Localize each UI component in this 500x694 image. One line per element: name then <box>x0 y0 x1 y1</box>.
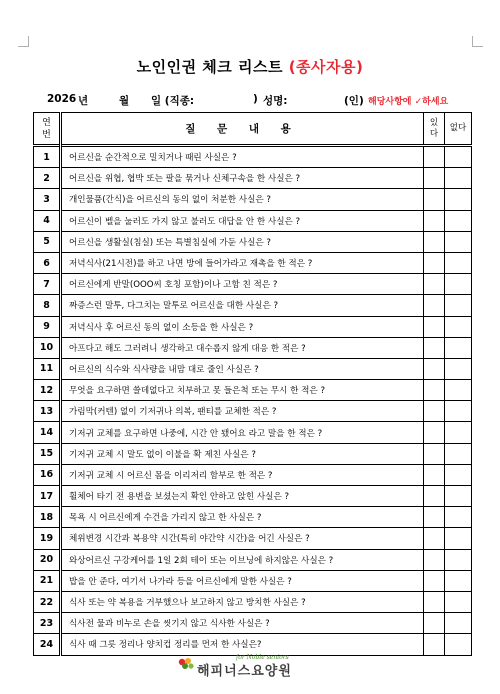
row-number: 23 <box>34 613 61 634</box>
table-row <box>34 507 472 528</box>
row-number: 1 <box>34 146 61 168</box>
row-number: 3 <box>34 189 61 210</box>
row-question: 식사 또는 약 복용을 거부했으나 보고하지 않고 방치한 사실은 ? <box>61 591 424 612</box>
instruction-note: 해당사항에 ✓하세요 <box>368 97 449 107</box>
no-check-cell[interactable] <box>445 295 472 316</box>
row-number: 20 <box>34 549 61 570</box>
yes-check-cell[interactable] <box>424 486 445 507</box>
row-question: 짜증스런 말투, 다그치는 말투로 어르신을 대한 사실은 ? <box>61 295 424 316</box>
row-question: 목욕 시 어르신에게 수건을 가리지 않고 한 사실은 ? <box>61 507 424 528</box>
page-title <box>0 56 500 77</box>
table-row <box>34 189 472 210</box>
no-check-cell[interactable] <box>445 401 472 422</box>
table-row <box>34 570 472 591</box>
row-question: 저녁식사 후 어르신 동의 없이 소등을 한 사실은 ? <box>61 316 424 337</box>
no-check-cell[interactable] <box>445 486 472 507</box>
yes-check-cell[interactable] <box>424 528 445 549</box>
yes-check-cell[interactable] <box>424 210 445 231</box>
yes-check-cell[interactable] <box>424 443 445 464</box>
table-row <box>34 549 472 570</box>
table-row <box>34 613 472 634</box>
yes-check-cell[interactable] <box>424 316 445 337</box>
row-question: 어르신을 순간적으로 밀치거나 때린 사실은 ? <box>61 146 424 168</box>
table-row <box>34 210 472 231</box>
title-highlight: (종사자용) <box>288 58 364 76</box>
yes-check-cell[interactable] <box>424 168 445 189</box>
no-check-cell[interactable] <box>445 168 472 189</box>
row-question: 식사전 물과 비누로 손을 씻기지 않고 식사한 사실은 ? <box>61 613 424 634</box>
row-number: 12 <box>34 380 61 401</box>
row-number: 15 <box>34 443 61 464</box>
row-question: 어르신을 생활실(침실) 또는 특별침실에 가둔 사실은 ? <box>61 231 424 252</box>
checklist-table <box>33 112 472 656</box>
table-row <box>34 401 472 422</box>
yes-check-cell[interactable] <box>424 274 445 295</box>
row-number: 21 <box>34 570 61 591</box>
yes-check-cell[interactable] <box>424 358 445 379</box>
row-number: 9 <box>34 316 61 337</box>
row-question: 아프다고 해도 그러려니 생각하고 대수롭지 않게 대응 한 적은 ? <box>61 337 424 358</box>
row-number: 17 <box>34 486 61 507</box>
row-question: 가림막(커텐) 없이 기저귀나 의복, 팬티를 교체한 적은 ? <box>61 401 424 422</box>
yes-check-cell[interactable] <box>424 295 445 316</box>
yes-check-cell[interactable] <box>424 591 445 612</box>
row-question: 기저귀 교체 시 말도 없이 이불을 확 제친 사실은 ? <box>61 443 424 464</box>
table-row <box>34 464 472 485</box>
header-no: 연 번 <box>34 113 61 146</box>
row-number: 24 <box>34 634 61 655</box>
crop-mark-left <box>18 36 29 47</box>
yes-check-cell[interactable] <box>424 337 445 358</box>
name-label: 성명: <box>263 95 288 107</box>
no-check-cell[interactable] <box>445 252 472 273</box>
table-row <box>34 528 472 549</box>
no-check-cell[interactable] <box>445 337 472 358</box>
header-yes: 있 다 <box>424 113 445 146</box>
row-number: 7 <box>34 274 61 295</box>
row-question: 체위변경 시간과 복용약 시간(특히 야간약 시간)을 어긴 사실은 ? <box>61 528 424 549</box>
table-body <box>34 146 472 656</box>
table-row <box>34 443 472 464</box>
yes-check-cell[interactable] <box>424 401 445 422</box>
flower-icon <box>176 656 196 672</box>
row-number: 13 <box>34 401 61 422</box>
row-number: 2 <box>34 168 61 189</box>
no-check-cell[interactable] <box>445 231 472 252</box>
table-header <box>34 113 472 146</box>
row-question: 무엇을 요구하면 쓸데없다고 치부하고 못 들은척 또는 무시 한 적은 ? <box>61 380 424 401</box>
seal-label: (인) <box>344 95 364 107</box>
row-question: 식사 때 그릇 정리나 양치컵 정리를 먼저 한 사실은? <box>61 634 424 655</box>
row-number: 6 <box>34 252 61 273</box>
row-question: 어르신의 식수와 식사량을 내맘 대로 줄인 사실은 ? <box>61 358 424 379</box>
no-check-cell[interactable] <box>445 613 472 634</box>
month-label: 월 <box>119 95 130 107</box>
row-question: 개인물품(간식)을 어르신의 동의 없이 처분한 사실은 ? <box>61 189 424 210</box>
no-check-cell[interactable] <box>445 422 472 443</box>
job-close: ) <box>253 93 258 105</box>
no-check-cell[interactable] <box>445 507 472 528</box>
yes-check-cell[interactable] <box>424 231 445 252</box>
row-number: 16 <box>34 464 61 485</box>
table-row <box>34 422 472 443</box>
table-row <box>34 486 472 507</box>
table-row <box>34 358 472 379</box>
no-check-cell[interactable] <box>445 549 472 570</box>
yes-check-cell[interactable] <box>424 464 445 485</box>
no-check-cell[interactable] <box>445 146 472 168</box>
row-question: 어르신이 벨을 눌러도 가지 않고 불러도 대답을 안 한 사실은 ? <box>61 210 424 231</box>
table-row <box>34 168 472 189</box>
header-no-answer: 없다 <box>445 113 472 146</box>
year-label: 년 <box>78 95 89 107</box>
yes-check-cell[interactable] <box>424 570 445 591</box>
no-check-cell[interactable] <box>445 316 472 337</box>
table-row <box>34 316 472 337</box>
table-row <box>34 231 472 252</box>
yes-check-cell[interactable] <box>424 189 445 210</box>
row-question: 저녁식사(21시전)를 하고 나면 방에 들어가라고 재촉을 한 적은 ? <box>61 252 424 273</box>
header-question: 질 문 내 용 <box>61 113 424 146</box>
info-line <box>0 93 500 109</box>
row-question: 어르신을 위협, 협박 또는 팔을 묶거나 신체구속을 한 사실은 ? <box>61 168 424 189</box>
table-row <box>34 295 472 316</box>
yes-check-cell[interactable] <box>424 146 445 168</box>
table-row <box>34 252 472 273</box>
title-main: 노인인권 체크 리스트 <box>136 58 283 76</box>
yes-check-cell[interactable] <box>424 422 445 443</box>
row-number: 19 <box>34 528 61 549</box>
row-question: 기저귀 교체 시 어르신 몸을 이리저리 함부로 한 적은 ? <box>61 464 424 485</box>
row-question: 휠체어 타기 전 용변을 보셨는지 확인 안하고 앉힌 사실은 ? <box>61 486 424 507</box>
no-check-cell[interactable] <box>445 189 472 210</box>
row-question: 어르신에게 반말(OOO씨 호칭 포함)이나 고함 친 적은 ? <box>61 274 424 295</box>
no-check-cell[interactable] <box>445 528 472 549</box>
no-check-cell[interactable] <box>445 464 472 485</box>
row-number: 11 <box>34 358 61 379</box>
row-number: 14 <box>34 422 61 443</box>
row-number: 8 <box>34 295 61 316</box>
no-check-cell[interactable] <box>445 443 472 464</box>
row-question: 와상어르신 구강케어를 1일 2회 테이 또는 이브닝에 하지않은 사실은 ? <box>61 549 424 570</box>
row-number: 22 <box>34 591 61 612</box>
row-number: 10 <box>34 337 61 358</box>
crop-marks <box>0 36 500 48</box>
footer-logo <box>0 648 500 678</box>
yes-check-cell[interactable] <box>424 613 445 634</box>
table-row <box>34 380 472 401</box>
no-check-cell[interactable] <box>445 591 472 612</box>
row-question: 밥을 안 준다, 여기서 나가라 등을 어르신에게 말한 사실은 ? <box>61 570 424 591</box>
row-number: 18 <box>34 507 61 528</box>
no-check-cell[interactable] <box>445 570 472 591</box>
brand-subtitle: for Noble seniors <box>236 654 289 661</box>
day-job-label: 일 (직종: <box>151 95 195 107</box>
no-check-cell[interactable] <box>445 380 472 401</box>
brand-name: 해피너스요양원 <box>197 664 292 679</box>
yes-check-cell[interactable] <box>424 549 445 570</box>
row-number: 5 <box>34 231 61 252</box>
year-value[interactable]: 2026 <box>47 93 77 105</box>
crop-mark-right <box>472 36 483 47</box>
row-number: 4 <box>34 210 61 231</box>
no-check-cell[interactable] <box>445 274 472 295</box>
yes-check-cell[interactable] <box>424 252 445 273</box>
table-row <box>34 146 472 168</box>
no-check-cell[interactable] <box>445 358 472 379</box>
row-question: 기저귀 교체를 요구하면 나중에, 시간 안 됐어요 라고 말을 한 적은 ? <box>61 422 424 443</box>
table-row <box>34 274 472 295</box>
yes-check-cell[interactable] <box>424 507 445 528</box>
table-row <box>34 337 472 358</box>
no-check-cell[interactable] <box>445 210 472 231</box>
table-row <box>34 591 472 612</box>
yes-check-cell[interactable] <box>424 380 445 401</box>
